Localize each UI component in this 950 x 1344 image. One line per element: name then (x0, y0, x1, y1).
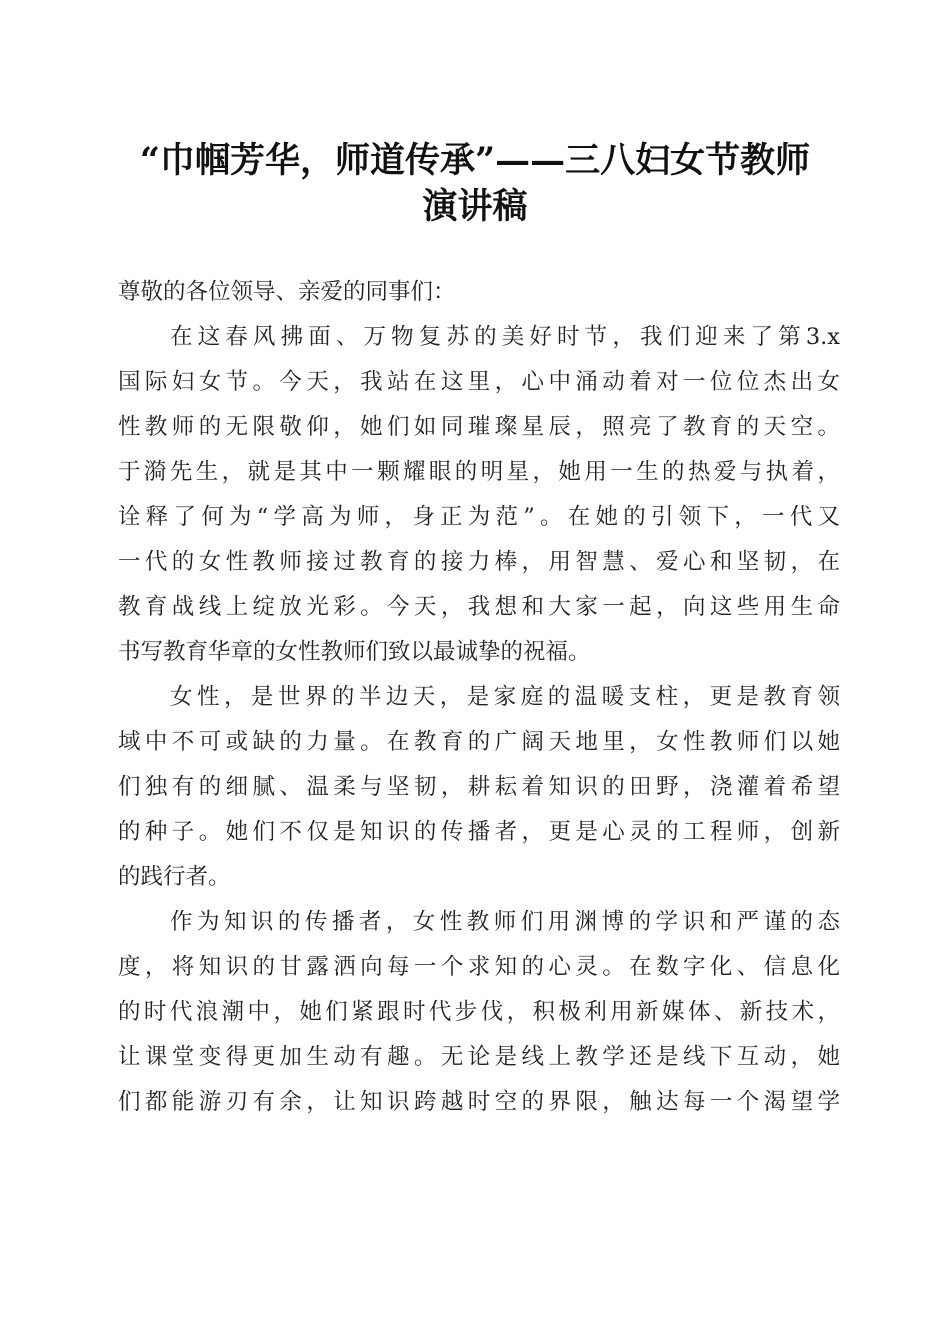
text-line: 诠释了何为“学高为师，身正为范”。在她的引领下，一代又 (118, 504, 840, 530)
document-body (118, 270, 840, 1125)
text-line: 教育战线上绽放光彩。今天，我想和大家一起，向这些用生命 (118, 594, 840, 620)
text-line: 们都能游刃有余，让知识跨越时空的界限，触达每一个渴望学 (118, 1089, 840, 1115)
text-line: 国际妇女节。今天，我站在这里，心中涌动着对一位位杰出女 (118, 369, 840, 395)
text-line: 于漪先生，就是其中一颗耀眼的明星，她用一生的热爱与执着， (118, 459, 840, 485)
title-line: “巾帼芳华，师道传承”——三八妇女节教师 (139, 140, 811, 181)
paragraph-2 (118, 675, 840, 900)
salutation: 尊敬的各位领导、亲爱的同事们： (118, 279, 456, 305)
text-line: 性教师的无限敬仰，她们如同璀璨星辰，照亮了教育的天空。 (118, 414, 840, 440)
text-line: 们独有的细腻、温柔与坚韧，耕耘着知识的田野，浇灌着希望 (118, 774, 840, 800)
text-line: 度，将知识的甘露洒向每一个求知的心灵。在数字化、信息化 (118, 954, 840, 980)
text-line: 作为知识的传播者，女性教师们用渊博的学识和严谨的态 (170, 909, 840, 935)
text-line: 女性，是世界的半边天，是家庭的温暖支柱，更是教育领 (170, 684, 840, 710)
text-line: 在这春风拂面、万物复苏的美好时节，我们迎来了第3.x (170, 324, 840, 350)
text-line: 让课堂变得更加生动有趣。无论是线上教学还是线下互动，她 (118, 1044, 840, 1070)
text-line: 的种子。她们不仅是知识的传播者，更是心灵的工程师，创新 (118, 819, 840, 845)
title-line: 演讲稿 (422, 186, 528, 227)
text-line: 书写教育华章的女性教师们致以最诚挚的祝福。 (118, 639, 591, 665)
text-line: 域中不可或缺的力量。在教育的广阔天地里，女性教师们以她 (118, 729, 840, 755)
document-title (80, 138, 870, 230)
paragraph-1 (118, 315, 840, 675)
paragraph-3 (118, 900, 840, 1125)
text-line: 的践行者。 (118, 864, 231, 890)
text-line: 的时代浪潮中，她们紧跟时代步伐，积极利用新媒体、新技术， (118, 999, 840, 1025)
text-line: 一代的女性教师接过教育的接力棒，用智慧、爱心和坚韧，在 (118, 549, 840, 575)
